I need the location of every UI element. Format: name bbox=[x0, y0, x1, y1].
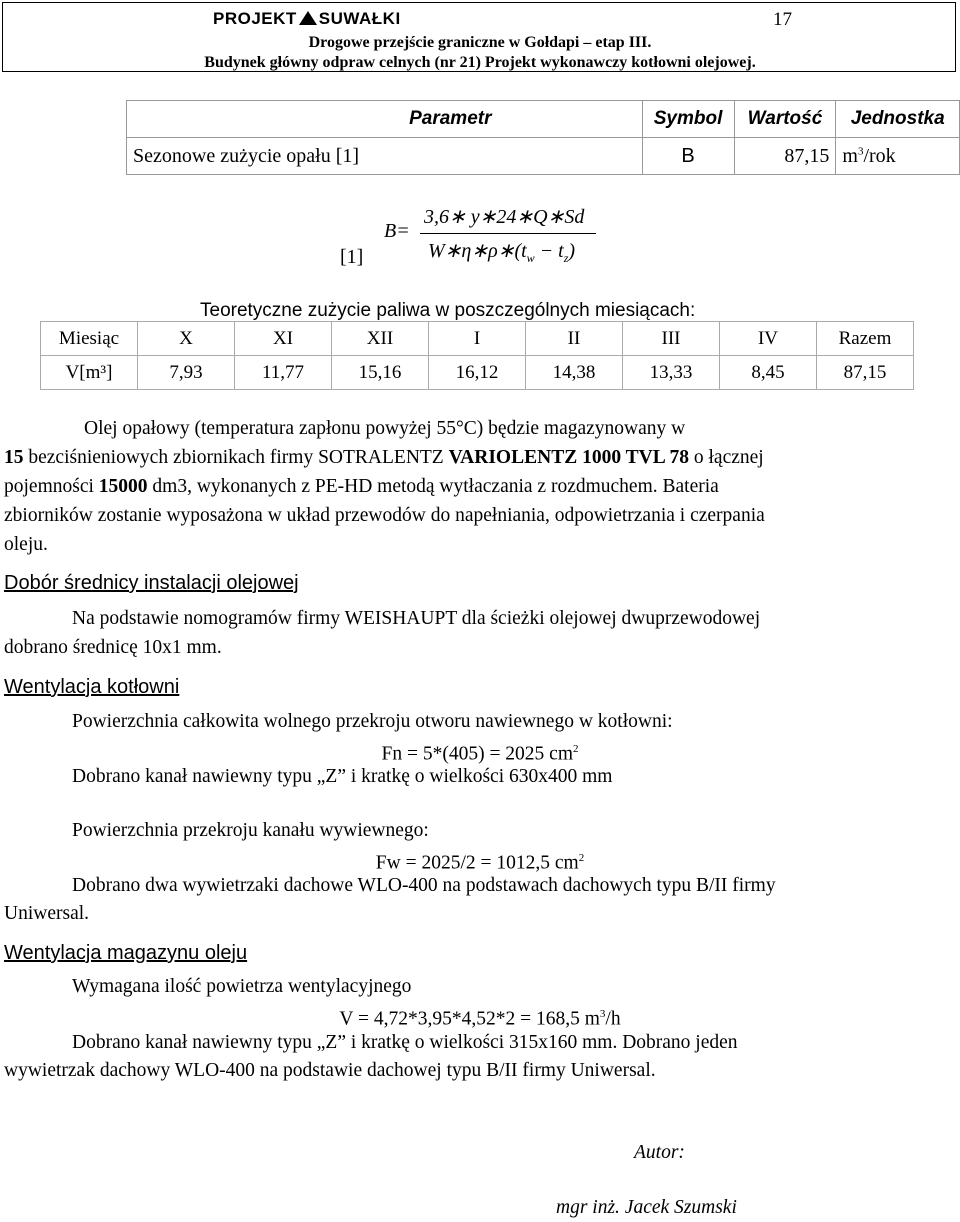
col-header-jednostka: Jednostka bbox=[836, 101, 960, 138]
month-cell: XI bbox=[235, 322, 332, 356]
param-name: Sezonowe zużycie opału [1] bbox=[127, 138, 643, 175]
oil-line-1: Olej opałowy (temperatura zapłonu powyżej 55°C) będzie magazynowany w bbox=[84, 418, 686, 439]
month-cell: Razem bbox=[817, 322, 914, 356]
value-cell: 7,93 bbox=[138, 356, 235, 390]
oil-line-3-text-2: dm3, wykonanych z PE-HD metodą wytłaczania z rozdmuchem. Bateria bbox=[147, 476, 719, 497]
denominator-close: ) bbox=[568, 240, 576, 262]
v-formula: V = 4,72*3,95*4,52*2 = 168,5 m bbox=[339, 1008, 600, 1030]
month-cell: I bbox=[429, 322, 526, 356]
table-row bbox=[41, 356, 914, 390]
months-label: Miesiąc bbox=[41, 322, 138, 356]
param-symbol: B bbox=[642, 138, 734, 175]
boiler-vent-line-6: Dobrano dwa wywietrzaki dachowe WLO-400 na podstawach dachowych typu B/II firmy bbox=[72, 875, 776, 896]
v-exponent: 3 bbox=[599, 1008, 606, 1020]
v-unit-rest: /h bbox=[605, 1008, 621, 1030]
monthly-table bbox=[40, 321, 914, 390]
boiler-vent-line-7: Uniwersal. bbox=[4, 903, 90, 924]
unit-rest: /rok bbox=[863, 144, 896, 167]
month-cell: X bbox=[138, 322, 235, 356]
month-cell: III bbox=[623, 322, 720, 356]
company-logo bbox=[213, 9, 401, 29]
oil-line-2-text-2: o łącznej bbox=[689, 447, 764, 468]
fn-formula: Fn = 5*(405) = 2025 cm bbox=[381, 743, 574, 765]
value-cell: 11,77 bbox=[235, 356, 332, 390]
fn-exponent: 2 bbox=[573, 743, 579, 755]
oil-line-4: zbiorników zostanie wyposażona w układ przewodów do napełniania, odpowietrzania i czerpania bbox=[4, 505, 765, 526]
col-header-symbol: Symbol bbox=[642, 101, 734, 138]
section-heading-diameter: Dobór średnicy instalacji olejowej bbox=[4, 572, 299, 594]
value-cell: 13,33 bbox=[623, 356, 720, 390]
diameter-line-1: Na podstawie nomogramów firmy WEISHAUPT dla ścieżki olejowej dwuprzewodowej bbox=[72, 608, 761, 629]
page-number: 17 bbox=[773, 9, 792, 30]
header-title-line2: Budynek główny odpraw celnych (nr 21) Projekt wykonawczy kotłowni olejowej. bbox=[204, 54, 756, 71]
section-heading-boiler-vent: Wentylacja kotłowni bbox=[4, 676, 180, 698]
table-row bbox=[41, 322, 914, 356]
header-title-line1: Drogowe przejście graniczne w Gołdapi – etap III. bbox=[308, 34, 652, 51]
fw-formula: Fw = 2025/2 = 1012,5 cm bbox=[375, 852, 579, 874]
col-header-wartosc: Wartość bbox=[734, 101, 836, 138]
month-cell: XII bbox=[332, 322, 429, 356]
oil-line-3-text-1: pojemności bbox=[4, 476, 99, 497]
param-unit bbox=[836, 138, 960, 175]
section-heading-store-vent: Wentylacja magazynu oleju bbox=[4, 942, 248, 964]
month-cell: IV bbox=[720, 322, 817, 356]
logo-text-right: SUWAŁKI bbox=[318, 9, 401, 28]
denominator-main: W∗η∗ρ∗(t bbox=[428, 240, 527, 262]
col-header-parametr: Parametr bbox=[127, 101, 643, 138]
formula-label: [1] bbox=[340, 246, 364, 268]
author-name: mgr inż. Jacek Szumski bbox=[556, 1197, 737, 1218]
values-label: V[m³] bbox=[41, 356, 138, 390]
subscript-w: w bbox=[526, 251, 535, 265]
author-label: Autor: bbox=[634, 1142, 685, 1163]
oil-line-2-text-1: bezciśnieniowych zbiornikach firmy SOTRALENTZ bbox=[23, 447, 449, 468]
total-capacity: 15000 bbox=[98, 476, 148, 497]
store-vent-line-3: Dobrano kanał nawiewny typu „Z” i kratkę o wielkości 315x160 mm. Dobrano jeden bbox=[72, 1032, 738, 1053]
oil-line-5: oleju. bbox=[4, 534, 48, 555]
param-value: 87,15 bbox=[734, 138, 836, 175]
denominator-minus: − t bbox=[534, 240, 564, 262]
store-vent-line-1: Wymagana ilość powietrza wentylacyjnego bbox=[72, 976, 412, 997]
unit-exponent: 3 bbox=[857, 144, 864, 157]
subscript-z: z bbox=[563, 251, 569, 265]
value-cell: 16,12 bbox=[429, 356, 526, 390]
tank-model: VARIOLENTZ 1000 TVL 78 bbox=[448, 447, 689, 468]
oil-line-3 bbox=[4, 472, 719, 501]
fw-exponent: 2 bbox=[578, 852, 585, 864]
value-cell: 15,16 bbox=[332, 356, 429, 390]
tank-count: 15 bbox=[4, 447, 24, 468]
fraction-bar bbox=[420, 233, 596, 234]
parameter-table bbox=[126, 100, 960, 175]
formula-lhs: B= bbox=[384, 220, 410, 242]
boiler-vent-line-3: Dobrano kanał nawiewny typu „Z” i kratkę o wielkości 630x400 mm bbox=[72, 766, 613, 787]
formula-numerator: 3,6∗ y∗24∗Q∗Sd bbox=[424, 206, 585, 228]
monthly-caption: Teoretyczne zużycie paliwa w poszczególnych miesiącach: bbox=[200, 300, 696, 321]
table-row bbox=[127, 138, 960, 175]
store-vent-line-4: wywietrzak dachowy WLO-400 na podstawie dachowej typu B/II firmy Uniwersal. bbox=[4, 1060, 656, 1081]
diameter-line-2: dobrano średnicę 10x1 mm. bbox=[4, 637, 222, 658]
formula-denominator bbox=[428, 238, 575, 266]
logo-triangle-icon bbox=[299, 11, 317, 25]
value-cell: 8,45 bbox=[720, 356, 817, 390]
month-cell: II bbox=[526, 322, 623, 356]
value-cell: 14,38 bbox=[526, 356, 623, 390]
boiler-vent-line-1: Powierzchnia całkowita wolnego przekroju otworu nawiewnego w kotłowni: bbox=[72, 711, 673, 732]
document-header bbox=[2, 2, 956, 72]
parameter-table-header bbox=[127, 101, 960, 138]
unit-base: m bbox=[842, 144, 858, 167]
logo-text-left: PROJEKT bbox=[213, 9, 297, 28]
boiler-vent-line-4: Powierzchnia przekroju kanału wywiewnego: bbox=[72, 820, 429, 841]
oil-line-2 bbox=[4, 443, 764, 472]
value-cell: 87,15 bbox=[817, 356, 914, 390]
